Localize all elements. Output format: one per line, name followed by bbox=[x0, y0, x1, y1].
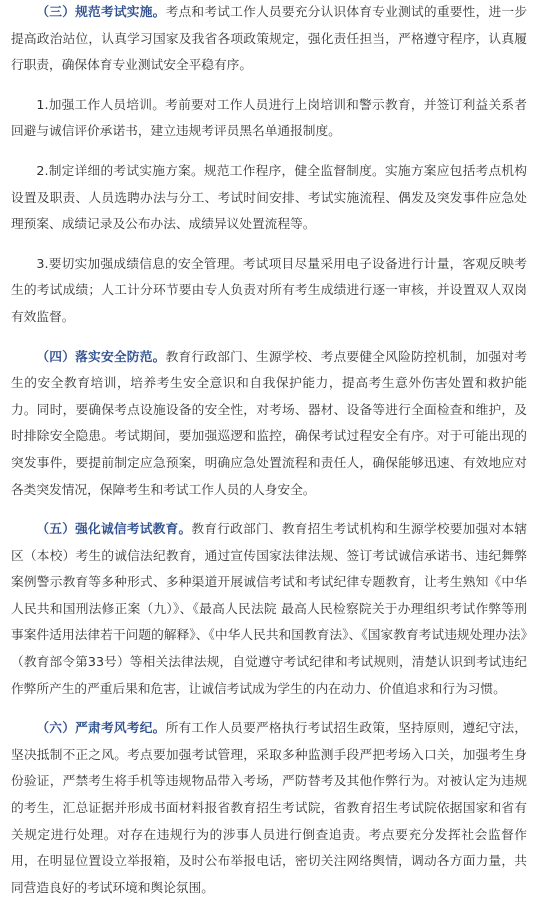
paragraph-implementation-plan bbox=[11, 158, 527, 238]
paragraph-text: 3.要切实加强成绩信息的安全管理。考试项目尽量采用电子设备进行计量，客观反映考生的考试成绩；人工计分环节要由专人负责对所有考生成绩进行逐一审核，并设置双人双岗有效监督。 bbox=[11, 255, 527, 324]
paragraph-safety-measures bbox=[11, 344, 527, 504]
paragraph-text: 教育行政部门、生源学校、考点要健全风险防控机制，加强对考生的安全教育培训，培养考生安全意识和自我保护能力，提高考生意外伤害处置和救护能力。同时，要确保考点设施设备的安全性，对考场、器材、设备等进行全面检查和维护，及时排除安全隐患。考试期间，要加强巡逻和监控，确保考试过程安全有序。对于可能出现的突发事件，要提前制定应急预案，明确应急处置流程和责任人，确保能够迅速、有效地应对各类突发情况，保障考生和考试工作人员的人身安全。 bbox=[11, 348, 528, 497]
paragraph-text: 1.加强工作人员培训。考前要对工作人员进行上岗培训和警示教育，并签订利益关系者回避与诚信评价承诺书，建立违规考评员黑名单通报制度。 bbox=[11, 96, 527, 139]
paragraph-text: 教育行政部门、教育招生考试机构和生源学校要加强对本辖区（本校）考生的诚信法纪教育，通过宣传国家法律法规、签订考试诚信承诺书、违纪舞弊案例警示教育等多种形式、多种渠道开展诚信考试和考试纪律专题教育，让考生熟知《中华人民共和国刑法修正案（九）》、《最高人民法院 最高人民检察院关于办理组织考试作弊等刑事案件适用法律若干问题的解释》、《中华人民共和国教育法》、《国家教育考试违规处理办法》（教育部令第33号）等相关法律法规，自觉遵守考试纪律和考试规则，清楚认识到考试违纪作弊所产生的严重后果和危害，让诚信考试成为学生的内在动力、价值追求和行为习惯。 bbox=[11, 521, 528, 696]
paragraph-score-security bbox=[11, 251, 527, 331]
paragraph-text: 所有工作人员要严格执行考试招生政策，坚持原则，遵纪守法，坚决抵制不正之风。考点要加强考试管理，采取多种监测手段严把考场入口关，加强考生身份验证，严禁考生将手机等违规物品带入考场，严防替考及其他作弊行为。对被认定为违规的考生，汇总证据并形成书面材料报省教育招生考试院，省教育招生考试院依据国家和省有关规定进行处理。对存在违规行为的涉事人员进行倒查追责。考点要充分发挥社会监督作用，在明显位置设立举报箱，及时公布举报电话，密切关注网络舆情，调动各方面力量，共同营造良好的考试环境和舆论氛围。 bbox=[11, 720, 528, 895]
paragraph-text: 考点和考试工作人员要充分认识体育专业测试的重要性，进一步提高政治站位，认真学习国家及我省各项政策规定，强化责任担当，严格遵守程序，认真履行职责，确保体育专业测试安全平稳有序。 bbox=[11, 4, 528, 73]
paragraph-text: 2.制定详细的考试实施方案。规范工作程序，健全监督制度。实施方案应包括考点机构设置及职责、人员选聘办法与分工、考试时间安排、考试实施流程、偶发及突发事件应急处理预案、成绩记录及公布办法、成绩异议处置流程等。 bbox=[11, 162, 527, 232]
section-heading-exam-discipline: （六）严肃考风考纪。 bbox=[36, 720, 166, 736]
paragraph-staff-training bbox=[11, 92, 527, 145]
section-heading-exam-implementation: （三）规范考试实施。 bbox=[36, 4, 166, 19]
paragraph-integrity-education bbox=[11, 516, 527, 702]
section-heading-integrity-education: （五）强化诚信考试教育。 bbox=[36, 521, 192, 537]
section-heading-safety-measures: （四）落实安全防范。 bbox=[36, 348, 166, 364]
paragraph-exam-implementation bbox=[11, 0, 527, 79]
paragraph-exam-discipline bbox=[11, 715, 527, 901]
